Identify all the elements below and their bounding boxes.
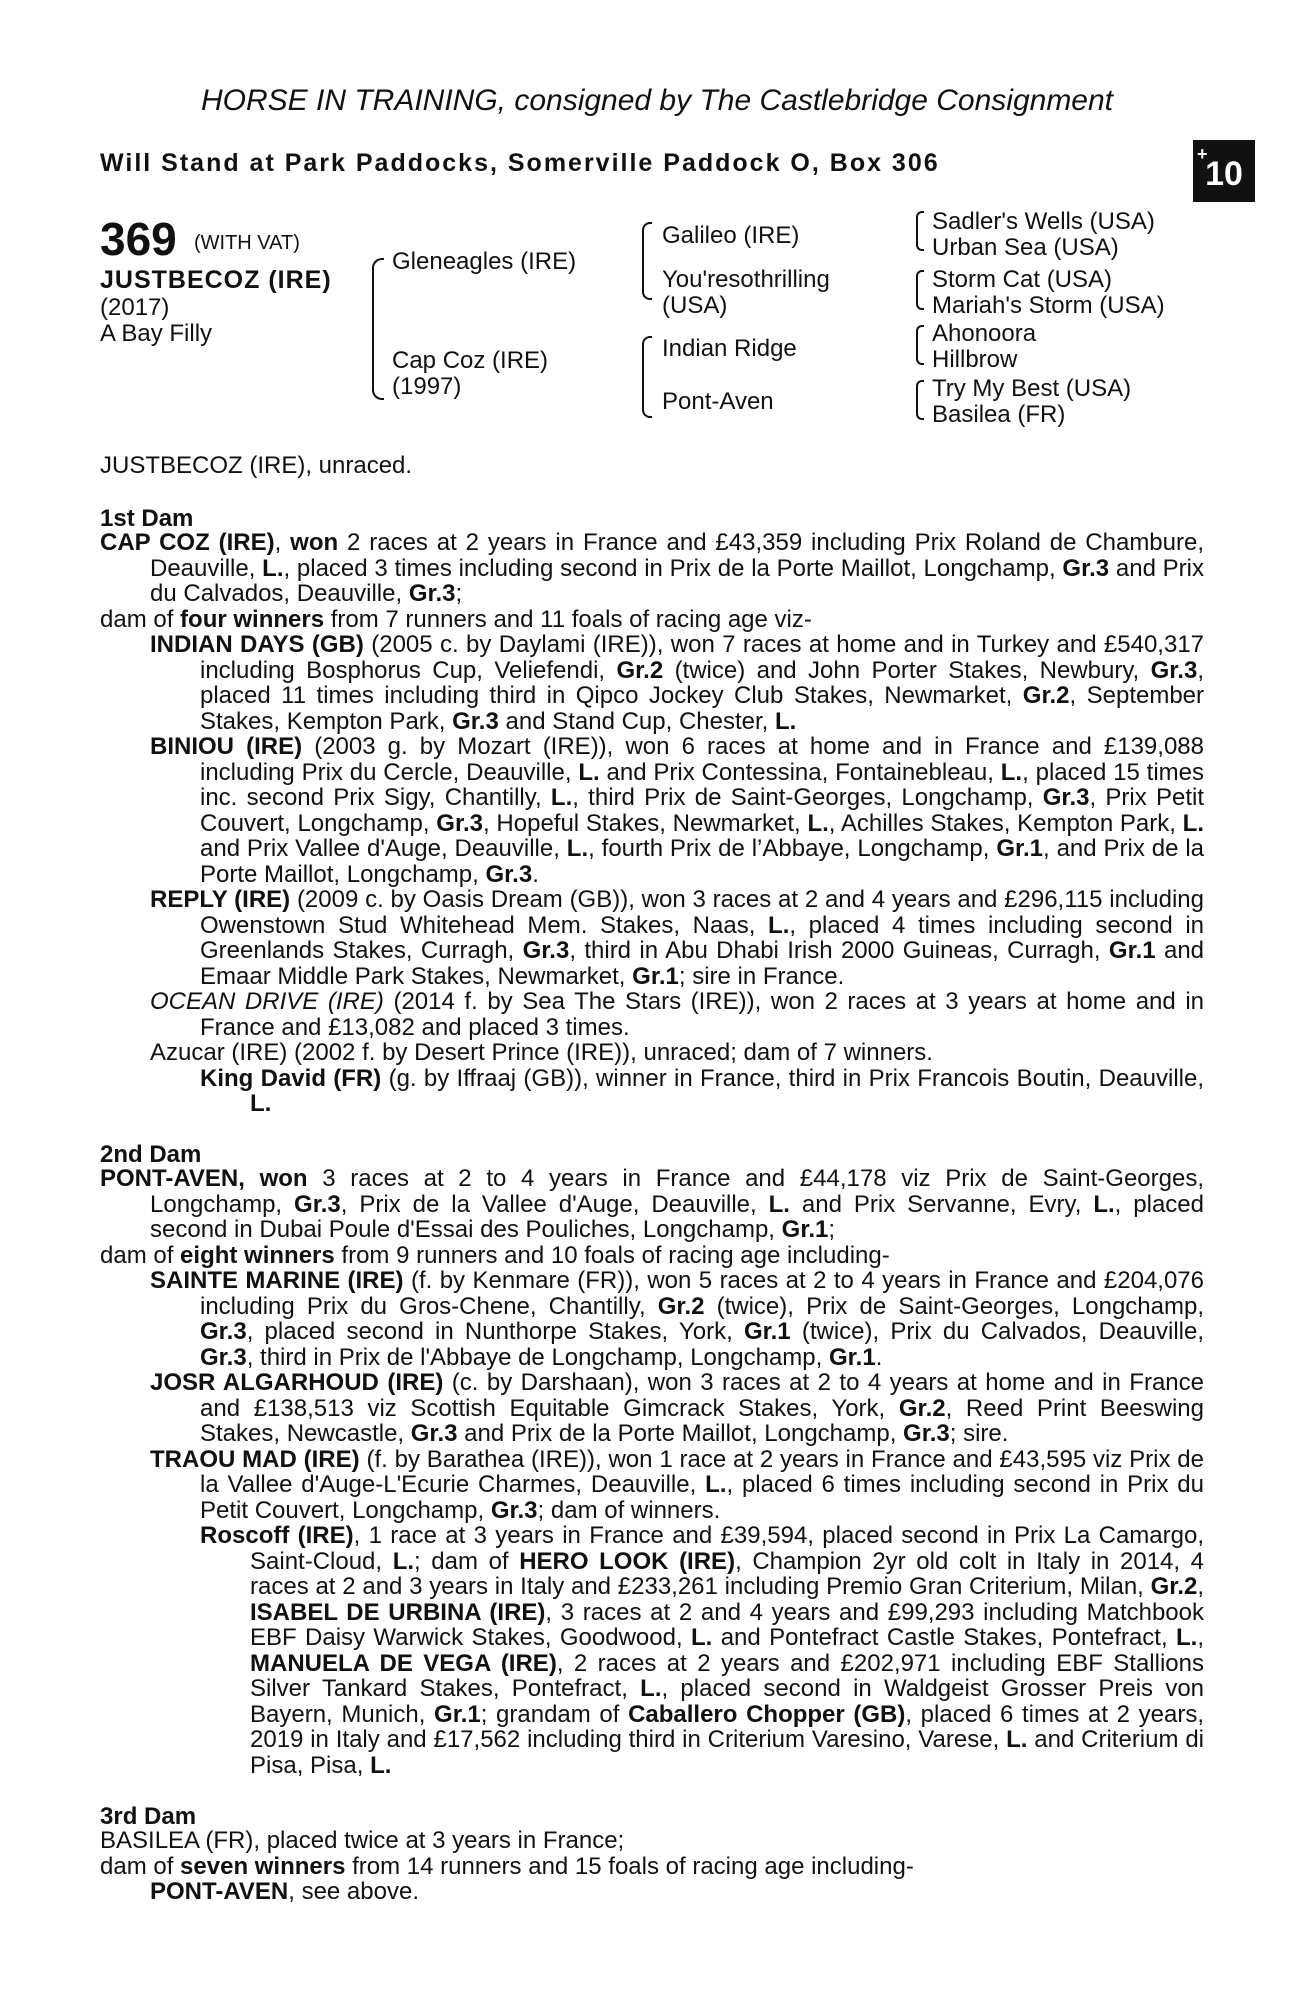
grand-sire-1: Sadler's Wells (USA) bbox=[932, 208, 1155, 235]
brace bbox=[916, 211, 924, 251]
catalogue-title: HORSE IN TRAINING, consigned by The Castlebridge Consignment bbox=[200, 84, 1114, 117]
produce-summary: dam of eight winners from 9 runners and 10 foals of racing age including- bbox=[100, 1241, 890, 1269]
sire-dam-origin: (USA) bbox=[662, 292, 728, 319]
dam-dam: Pont-Aven bbox=[662, 388, 774, 415]
section-heading: 2nd Dam bbox=[100, 1141, 202, 1168]
grand-dam-2: Mariah's Storm (USA) bbox=[932, 292, 1165, 319]
dam-sire: Indian Ridge bbox=[662, 335, 797, 362]
sire-dam: You'resothrilling bbox=[662, 266, 830, 293]
stand-location: Will Stand at Park Paddocks, Somerville Paddock O, Box 306 bbox=[100, 149, 940, 177]
first-dam-section bbox=[100, 530, 1204, 1117]
produce-entry: Azucar (IRE) (2002 f. by Desert Prince (IRE)), unraced; dam of 7 winners. bbox=[150, 1039, 933, 1066]
produce-entry: TRAOU MAD (IRE) (f. by Barathea (IRE)), won 1 race at 2 years in France and £43,595 viz Prix de la Vallee d'Auge-L'Ecurie Charmes, Deauville, L., placed 6 times including second in Prix du Petit Couvert, Longchamp, Gr.3; dam of winners. bbox=[150, 1445, 1204, 1524]
grandproduce-entry: King David (FR) (g. by Iffraaj (GB)), winner in France, third in Prix Francois Boutin, Deauville, L. bbox=[200, 1064, 1205, 1117]
foaling-year: (2017) bbox=[100, 294, 170, 321]
grand-sire-4: Try My Best (USA) bbox=[932, 375, 1132, 402]
grand-dam-3: Hillbrow bbox=[932, 346, 1018, 373]
brace bbox=[642, 336, 652, 418]
second-dam-section bbox=[100, 1166, 1204, 1778]
produce-entry: PONT-AVEN, see above. bbox=[150, 1878, 419, 1905]
produce-summary: dam of four winners from 7 runners and 11 foals of racing age viz- bbox=[100, 605, 812, 633]
sire: Gleneagles (IRE) bbox=[392, 248, 577, 275]
produce-entry: SAINTE MARINE (IRE) (f. by Kenmare (FR)), won 5 races at 2 to 4 years in France and £204,076 including Prix du Gros-Chene, Chantilly, Gr.2 (twice), Prix de Saint-Georges, Longchamp, Gr.3, placed second in Nunthorpe Stakes, York, Gr.1 (twice), Prix du Calvados, Deauville, Gr.3, third in Prix de l'Abbaye de Longchamp, Longchamp, Gr.1. bbox=[150, 1267, 1205, 1371]
badge-number: 10 bbox=[1205, 155, 1243, 193]
section-heading: 1st Dam bbox=[100, 505, 194, 532]
badge-plus: + bbox=[1197, 144, 1208, 164]
lot-number: 369 bbox=[100, 213, 177, 265]
produce-summary: dam of seven winners from 14 runners and 15 foals of racing age including- bbox=[100, 1852, 914, 1880]
dam-record: BASILEA (FR), placed twice at 3 years in France; bbox=[100, 1827, 625, 1854]
brace bbox=[916, 270, 924, 310]
catalogue-badge bbox=[1193, 140, 1255, 202]
produce-entry: JOSR ALGARHOUD (IRE) (c. by Darshaan), won 3 races at 2 to 4 years at home and in France and £138,513 viz Scottish Equitable Gimcrack Stakes, York, Gr.2, Reed Print Beeswing Stakes, Newcastle, Gr.3 and Prix de la Porte Maillot, Longchamp, Gr.3; sire. bbox=[150, 1369, 1204, 1447]
race-record: JUSTBECOZ (IRE), unraced. bbox=[100, 452, 413, 479]
dam-record: PONT-AVEN, won 3 races at 2 to 4 years in France and £44,178 viz Prix de Saint-Georges, Longchamp, Gr.3, Prix de la Vallee d'Auge, Deauville, L. and Prix Servanne, Evry, L., placed second in Dubai Poule d'Essai des Pouliches, Longchamp, Gr.1; bbox=[100, 1165, 1204, 1243]
brace bbox=[642, 222, 652, 300]
dam: Cap Coz (IRE) bbox=[392, 347, 549, 374]
produce-entry: OCEAN DRIVE (IRE) (2014 f. by Sea The Stars (IRE)), won 2 races at 3 years at home and in France and £13,082 and placed 3 times. bbox=[150, 988, 1205, 1041]
grandproduce-entry: Roscoff (IRE), 1 race at 3 years in France and £39,594, placed second in Prix La Camargo, Saint-Cloud, L.; dam of HERO LOOK (IRE), Champion 2yr old colt in Italy in 2014, 4 races at 2 and 3 years in Italy and £233,261 including Premio Gran Criterium, Milan, Gr.2, ISABEL DE URBINA (IRE), 3 races at 2 and 4 years and £99,293 including Matchbook EBF Daisy Warwick Stakes, Goodwood, L. and Pontefract Castle Stakes, Pontefract, L., MANUELA DE VEGA (IRE), 2 races at 2 years and £202,971 including EBF Stallions Silver Tankard Stakes, Pontefract, L., placed second in Waldgeist Grosser Preis von Bayern, Munich, Gr.1; grandam of Caballero Chopper (GB), placed 6 times at 2 years, 2019 in Italy and £17,562 including third in Criterium Varesino, Varese, L. and Criterium di Pisa, Pisa, L. bbox=[200, 1522, 1205, 1779]
sire-sire: Galileo (IRE) bbox=[662, 222, 800, 249]
produce-entry: REPLY (IRE) (2009 c. by Oasis Dream (GB)), won 3 races at 2 and 4 years and £296,115 including Owenstown Stud Whitehead Mem. Stakes, Naas, L., placed 4 times including second in Greenlands Stakes, Curragh, Gr.3, third in Abu Dhabi Irish 2000 Guineas, Curragh, Gr.1 and Emaar Middle Park Stakes, Newmarket, Gr.1; sire in France. bbox=[150, 886, 1205, 990]
brace bbox=[916, 380, 924, 420]
vat-note: (WITH VAT) bbox=[194, 232, 300, 254]
brace bbox=[916, 325, 924, 365]
dam-record: CAP COZ (IRE), won 2 races at 2 years in France and £43,359 including Prix Roland de Chambure, Deauville, L., placed 3 times including second in Prix de la Porte Maillot, Longchamp, Gr.3 and Prix du Calvados, Deauville, Gr.3; bbox=[100, 529, 1205, 607]
produce-entry: BINIOU (IRE) (2003 g. by Mozart (IRE)), won 6 races at home and in France and £139,088 including Prix du Cercle, Deauville, L. and Prix Contessina, Fontainebleau, L., placed 15 times inc. second Prix Sigy, Chantilly, L., third Prix de Saint-Georges, Longchamp, Gr.3, Prix Petit Couvert, Longchamp, Gr.3, Hopeful Stakes, Newmarket, L., Achilles Stakes, Kempton Park, L. and Prix Vallee d'Auge, Deauville, L., fourth Prix de l’Abbaye, Longchamp, Gr.1, and Prix de la Porte Maillot, Longchamp, Gr.3. bbox=[150, 733, 1205, 888]
horse-name: JUSTBECOZ (IRE) bbox=[100, 266, 332, 294]
grand-dam-4: Basilea (FR) bbox=[932, 401, 1066, 428]
third-dam-section bbox=[100, 1828, 1204, 1905]
grand-sire-2: Storm Cat (USA) bbox=[932, 266, 1113, 293]
produce-entry: INDIAN DAYS (GB) (2005 c. by Daylami (IRE)), won 7 races at home and in Turkey and £540,317 including Bosphorus Cup, Veliefendi, Gr.2 (twice) and John Porter Stakes, Newbury, Gr.3, placed 11 times including third in Qipco Jockey Club Stakes, Newmarket, Gr.2, September Stakes, Kempton Park, Gr.3 and Stand Cup, Chester, L. bbox=[150, 631, 1205, 735]
grand-dam-1: Urban Sea (USA) bbox=[932, 234, 1119, 261]
section-heading: 3rd Dam bbox=[100, 1803, 197, 1830]
horse-description: A Bay Filly bbox=[100, 320, 213, 347]
grand-sire-3: Ahonoora bbox=[932, 320, 1037, 347]
dam-year: (1997) bbox=[392, 373, 462, 400]
brace bbox=[372, 258, 384, 400]
